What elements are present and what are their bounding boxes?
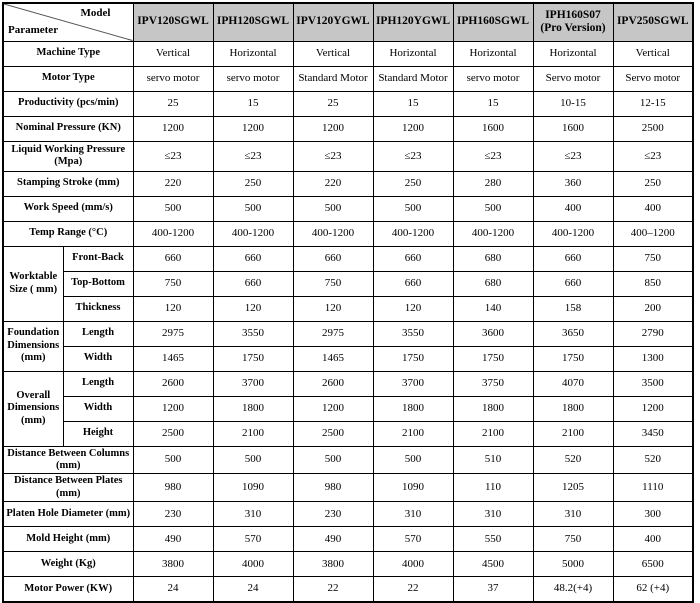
- table-row: [3, 527, 693, 552]
- corner-model-label: Model: [80, 7, 111, 19]
- table-cell: 3550: [213, 321, 293, 346]
- table-cell: 520: [533, 446, 613, 474]
- table-cell: 360: [533, 171, 613, 196]
- row-sublabel: Length: [63, 321, 133, 346]
- row-sublabel: Front-Back: [63, 246, 133, 271]
- table-cell: 1750: [373, 346, 453, 371]
- row-sublabel: Length: [63, 371, 133, 396]
- table-cell: 280: [453, 171, 533, 196]
- column-header-ipv120sgwl: IPV120SGWL: [133, 3, 213, 41]
- table-cell: 1465: [133, 346, 213, 371]
- table-cell: 220: [293, 171, 373, 196]
- table-cell: 660: [533, 246, 613, 271]
- table-row: [3, 474, 693, 502]
- table-row: [3, 346, 693, 371]
- table-cell: ≤23: [293, 141, 373, 171]
- table-row: [3, 296, 693, 321]
- table-cell: 510: [453, 446, 533, 474]
- table-row: [3, 396, 693, 421]
- table-cell: 10-15: [533, 91, 613, 116]
- table-cell: 1205: [533, 474, 613, 502]
- table-cell: 24: [133, 577, 213, 602]
- table-cell: 110: [453, 474, 533, 502]
- table-cell: 1750: [533, 346, 613, 371]
- table-cell: 140: [453, 296, 533, 321]
- table-cell: 158: [533, 296, 613, 321]
- table-cell: 660: [213, 246, 293, 271]
- table-cell: 500: [373, 196, 453, 221]
- table-cell: 1800: [533, 396, 613, 421]
- table-cell: 120: [213, 296, 293, 321]
- table-cell: servo motor: [213, 66, 293, 91]
- table-cell: ≤23: [373, 141, 453, 171]
- table-cell: 550: [453, 527, 533, 552]
- table-row: [3, 91, 693, 116]
- table-cell: 1090: [373, 474, 453, 502]
- table-cell: 15: [373, 91, 453, 116]
- table-cell: 2100: [453, 421, 533, 446]
- table-cell: servo motor: [133, 66, 213, 91]
- table-cell: 1200: [373, 116, 453, 141]
- table-cell: Horizontal: [453, 41, 533, 66]
- table-cell: 500: [133, 196, 213, 221]
- column-header-ipv120ygwl: IPV120YGWL: [293, 3, 373, 41]
- table-cell: 750: [613, 246, 693, 271]
- table-cell: 4500: [453, 552, 533, 577]
- table-cell: Vertical: [133, 41, 213, 66]
- row-group-label: Overall Dimensions (mm): [3, 371, 63, 446]
- table-row: [3, 246, 693, 271]
- table-cell: Vertical: [293, 41, 373, 66]
- table-cell: 2500: [133, 421, 213, 446]
- table-cell: 660: [293, 246, 373, 271]
- table-cell: 12-15: [613, 91, 693, 116]
- row-group-label: Worktable Size ( mm): [3, 246, 63, 321]
- table-cell: 3700: [213, 371, 293, 396]
- table-cell: 660: [133, 246, 213, 271]
- table-cell: Horizontal: [373, 41, 453, 66]
- column-header-iph120ygwl: IPH120YGWL: [373, 3, 453, 41]
- table-cell: 1300: [613, 346, 693, 371]
- row-group-label: Foundation Dimensions (mm): [3, 321, 63, 371]
- table-cell: 1600: [453, 116, 533, 141]
- table-cell: 37: [453, 577, 533, 602]
- table-cell: 250: [213, 171, 293, 196]
- table-cell: 980: [133, 474, 213, 502]
- column-header-iph120sgwl: IPH120SGWL: [213, 3, 293, 41]
- table-cell: 3500: [613, 371, 693, 396]
- table-row: [3, 552, 693, 577]
- table-cell: 2500: [613, 116, 693, 141]
- corner-parameter-label: Parameter: [8, 23, 59, 36]
- table-cell: 250: [373, 171, 453, 196]
- corner-cell: [3, 3, 133, 41]
- table-cell: 500: [293, 446, 373, 474]
- table-cell: 230: [133, 502, 213, 527]
- table-row: [3, 577, 693, 602]
- table-cell: 1200: [213, 116, 293, 141]
- table-cell: 2790: [613, 321, 693, 346]
- table-cell: 3550: [373, 321, 453, 346]
- table-row: [3, 66, 693, 91]
- table-row: [3, 446, 693, 474]
- table-cell: 3800: [293, 552, 373, 577]
- table-cell: 4000: [373, 552, 453, 577]
- table-cell: 22: [373, 577, 453, 602]
- column-header-iph160sgwl: IPH160SGWL: [453, 3, 533, 41]
- table-cell: 570: [213, 527, 293, 552]
- table-cell: Servo motor: [613, 66, 693, 91]
- header-row: [3, 3, 693, 41]
- table-cell: 3800: [133, 552, 213, 577]
- table-row: [3, 41, 693, 66]
- table-cell: 500: [213, 196, 293, 221]
- row-label: Mold Height (mm): [3, 527, 133, 552]
- table-body: [3, 41, 693, 602]
- table-cell: 22: [293, 577, 373, 602]
- table-cell: 1800: [453, 396, 533, 421]
- table-cell: 680: [453, 271, 533, 296]
- table-row: [3, 421, 693, 446]
- row-label: Stamping Stroke (mm): [3, 171, 133, 196]
- table-cell: ≤23: [213, 141, 293, 171]
- table-cell: 500: [293, 196, 373, 221]
- table-cell: 3750: [453, 371, 533, 396]
- table-cell: 660: [373, 271, 453, 296]
- row-label: Liquid Working Pressure (Mpa): [3, 141, 133, 171]
- table-cell: 570: [373, 527, 453, 552]
- table-cell: 230: [293, 502, 373, 527]
- table-row: [3, 196, 693, 221]
- row-label: Machine Type: [3, 41, 133, 66]
- table-cell: 1110: [613, 474, 693, 502]
- table-cell: 25: [133, 91, 213, 116]
- table-cell: Horizontal: [533, 41, 613, 66]
- table-cell: 1465: [293, 346, 373, 371]
- table-row: [3, 116, 693, 141]
- row-label: Motor Power (KW): [3, 577, 133, 602]
- column-header-ipv250sgwl: IPV250SGWL: [613, 3, 693, 41]
- table-cell: 6500: [613, 552, 693, 577]
- row-label: Platen Hole Diameter (mm): [3, 502, 133, 527]
- row-label: Distance Between Plates (mm): [3, 474, 133, 502]
- table-cell: 1200: [613, 396, 693, 421]
- table-cell: 2600: [293, 371, 373, 396]
- table-cell: 1200: [293, 116, 373, 141]
- row-label: Weight (Kg): [3, 552, 133, 577]
- table-cell: 3700: [373, 371, 453, 396]
- table-cell: Standard Motor: [293, 66, 373, 91]
- table-cell: 300: [613, 502, 693, 527]
- table-cell: 490: [133, 527, 213, 552]
- table-cell: 980: [293, 474, 373, 502]
- table-row: [3, 502, 693, 527]
- table-row: [3, 171, 693, 196]
- table-cell: Horizontal: [213, 41, 293, 66]
- table-cell: Vertical: [613, 41, 693, 66]
- table-cell: 680: [453, 246, 533, 271]
- table-cell: 15: [453, 91, 533, 116]
- table-row: [3, 271, 693, 296]
- table-cell: 400-1200: [213, 221, 293, 246]
- table-cell: 310: [373, 502, 453, 527]
- table-cell: 2500: [293, 421, 373, 446]
- machine-spec-table: [2, 2, 694, 603]
- table-cell: 2100: [373, 421, 453, 446]
- table-cell: 1750: [453, 346, 533, 371]
- table-cell: 660: [533, 271, 613, 296]
- table-cell: ≤23: [133, 141, 213, 171]
- table-row: [3, 221, 693, 246]
- table-cell: 490: [293, 527, 373, 552]
- table-cell: ≤23: [613, 141, 693, 171]
- table-cell: 310: [533, 502, 613, 527]
- table-cell: 1800: [213, 396, 293, 421]
- table-cell: 3450: [613, 421, 693, 446]
- table-cell: Standard Motor: [373, 66, 453, 91]
- table-cell: 400-1200: [373, 221, 453, 246]
- table-cell: 500: [133, 446, 213, 474]
- table-cell: 1800: [373, 396, 453, 421]
- table-cell: 1200: [293, 396, 373, 421]
- row-label: Temp Range (°C): [3, 221, 133, 246]
- table-cell: ≤23: [533, 141, 613, 171]
- table-cell: 120: [373, 296, 453, 321]
- table-cell: 25: [293, 91, 373, 116]
- table-cell: 4000: [213, 552, 293, 577]
- table-cell: 310: [453, 502, 533, 527]
- table-cell: 400: [613, 527, 693, 552]
- table-cell: 2600: [133, 371, 213, 396]
- table-cell: 1750: [213, 346, 293, 371]
- row-sublabel: Thickness: [63, 296, 133, 321]
- row-label: Work Speed (mm/s): [3, 196, 133, 221]
- table-cell: 520: [613, 446, 693, 474]
- table-cell: 660: [373, 246, 453, 271]
- table-cell: 120: [133, 296, 213, 321]
- table-cell: 400–1200: [613, 221, 693, 246]
- table-cell: 750: [133, 271, 213, 296]
- table-cell: 850: [613, 271, 693, 296]
- table-cell: 400: [533, 196, 613, 221]
- table-cell: 48.2(+4): [533, 577, 613, 602]
- table-cell: 400: [613, 196, 693, 221]
- table-cell: 500: [213, 446, 293, 474]
- table-cell: 4070: [533, 371, 613, 396]
- table-cell: 750: [293, 271, 373, 296]
- table-row: [3, 371, 693, 396]
- table-cell: 400-1200: [533, 221, 613, 246]
- row-sublabel: Top-Bottom: [63, 271, 133, 296]
- row-sublabel: Width: [63, 396, 133, 421]
- row-label: Nominal Pressure (KN): [3, 116, 133, 141]
- table-cell: 120: [293, 296, 373, 321]
- row-label: Motor Type: [3, 66, 133, 91]
- table-cell: 310: [213, 502, 293, 527]
- row-label: Distance Between Columns (mm): [3, 446, 133, 474]
- table-cell: 1200: [133, 116, 213, 141]
- table-cell: 400-1200: [453, 221, 533, 246]
- table-cell: 15: [213, 91, 293, 116]
- table-cell: ≤23: [453, 141, 533, 171]
- table-cell: 750: [533, 527, 613, 552]
- row-label: Productivity (pcs/min): [3, 91, 133, 116]
- table-cell: 500: [453, 196, 533, 221]
- row-sublabel: Height: [63, 421, 133, 446]
- table-cell: 400-1200: [133, 221, 213, 246]
- table-cell: 2100: [533, 421, 613, 446]
- table-cell: 5000: [533, 552, 613, 577]
- table-cell: 3600: [453, 321, 533, 346]
- table-cell: 250: [613, 171, 693, 196]
- table-cell: 200: [613, 296, 693, 321]
- table-cell: 500: [373, 446, 453, 474]
- table-row: [3, 141, 693, 171]
- table-cell: 1600: [533, 116, 613, 141]
- table-cell: 62 (+4): [613, 577, 693, 602]
- table-cell: 3650: [533, 321, 613, 346]
- table-cell: 2975: [293, 321, 373, 346]
- table-cell: 400-1200: [293, 221, 373, 246]
- table-cell: 2100: [213, 421, 293, 446]
- table-cell: 2975: [133, 321, 213, 346]
- table-cell: 660: [213, 271, 293, 296]
- table-cell: servo motor: [453, 66, 533, 91]
- table-cell: 1090: [213, 474, 293, 502]
- table-cell: 220: [133, 171, 213, 196]
- row-sublabel: Width: [63, 346, 133, 371]
- table-row: [3, 321, 693, 346]
- table-cell: 1200: [133, 396, 213, 421]
- column-header-iph160s07: IPH160S07 (Pro Version): [533, 3, 613, 41]
- table-cell: Servo motor: [533, 66, 613, 91]
- table-cell: 24: [213, 577, 293, 602]
